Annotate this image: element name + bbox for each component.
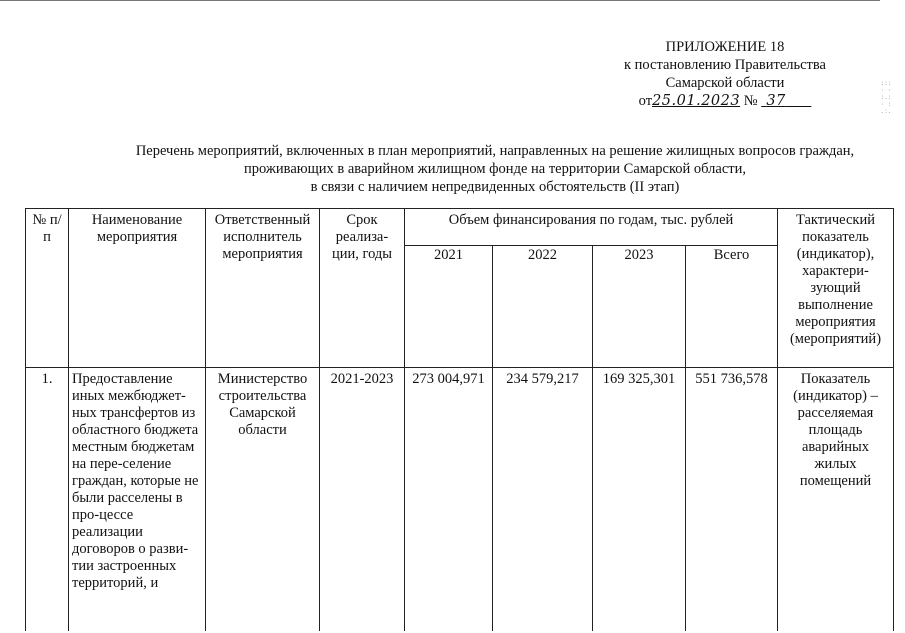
header-indicator: Тактический показатель (индикатор), характери-зующий выполнение мероприятия (мероприятий) [778, 209, 894, 368]
header-num: № п/п [26, 209, 69, 368]
row-num: 1. [26, 368, 69, 632]
header-executor: Ответственный исполнитель мероприятия [206, 209, 320, 368]
title-line3: в связи с наличием непредвиденных обстоятельств (II этап) [310, 179, 680, 195]
row-2022: 234 579,217 [493, 368, 593, 632]
date-prefix: от [638, 93, 653, 109]
measures-table [25, 208, 894, 631]
header-term: Срок реализа-ции, годы [320, 209, 405, 368]
approval-line2: к постановлению Правительства [624, 57, 826, 73]
handwritten-date: 25.01.2023 [652, 93, 741, 109]
header-total: Всего [686, 246, 778, 368]
row-executor: Министерство строительства Самарской области [206, 368, 320, 632]
approval-line1: ПРИЛОЖЕНИЕ 18 [665, 39, 785, 55]
row-indicator: Показатель (индикатор) – расселяемая площадь аварийных жилых помещений [778, 368, 894, 632]
approval-date-line [590, 92, 860, 110]
page-top-border [0, 0, 880, 1]
header-year-2022: 2022 [493, 246, 593, 368]
row-term: 2021-2023 [320, 368, 405, 632]
row-2023: 169 325,301 [593, 368, 686, 632]
title-line1: Перечень мероприятий, включенных в план мероприятий, направленных на решение жилищных вопросов граждан, [135, 143, 855, 159]
header-funding: Объем финансирования по годам, тыс. рублей [405, 209, 778, 246]
row-total: 551 736,578 [686, 368, 778, 632]
row-name: Предоставление иных межбюджет-ных трансфертов из областного бюджета местным бюджетам на пере-селение граждан, которые не были расселены в про-цессе реализации договоров о разви-тии застроенных территорий, и [69, 368, 206, 632]
header-year-2021: 2021 [405, 246, 493, 368]
table-row [26, 368, 894, 632]
header-name: Наименование мероприятия [69, 209, 206, 368]
approval-block [590, 38, 860, 110]
approval-line3: Самарской области [665, 75, 785, 91]
handwritten-number: 37 [766, 93, 786, 109]
header-year-2023: 2023 [593, 246, 686, 368]
number-prefix: № [743, 93, 758, 109]
row-2021: 273 004,971 [405, 368, 493, 632]
scan-artifact: ::: · · :.: · : .:. [880, 80, 892, 115]
document-title [95, 142, 895, 196]
title-line2: проживающих в аварийном жилищном фонде на территории Самарской области, [243, 161, 746, 177]
